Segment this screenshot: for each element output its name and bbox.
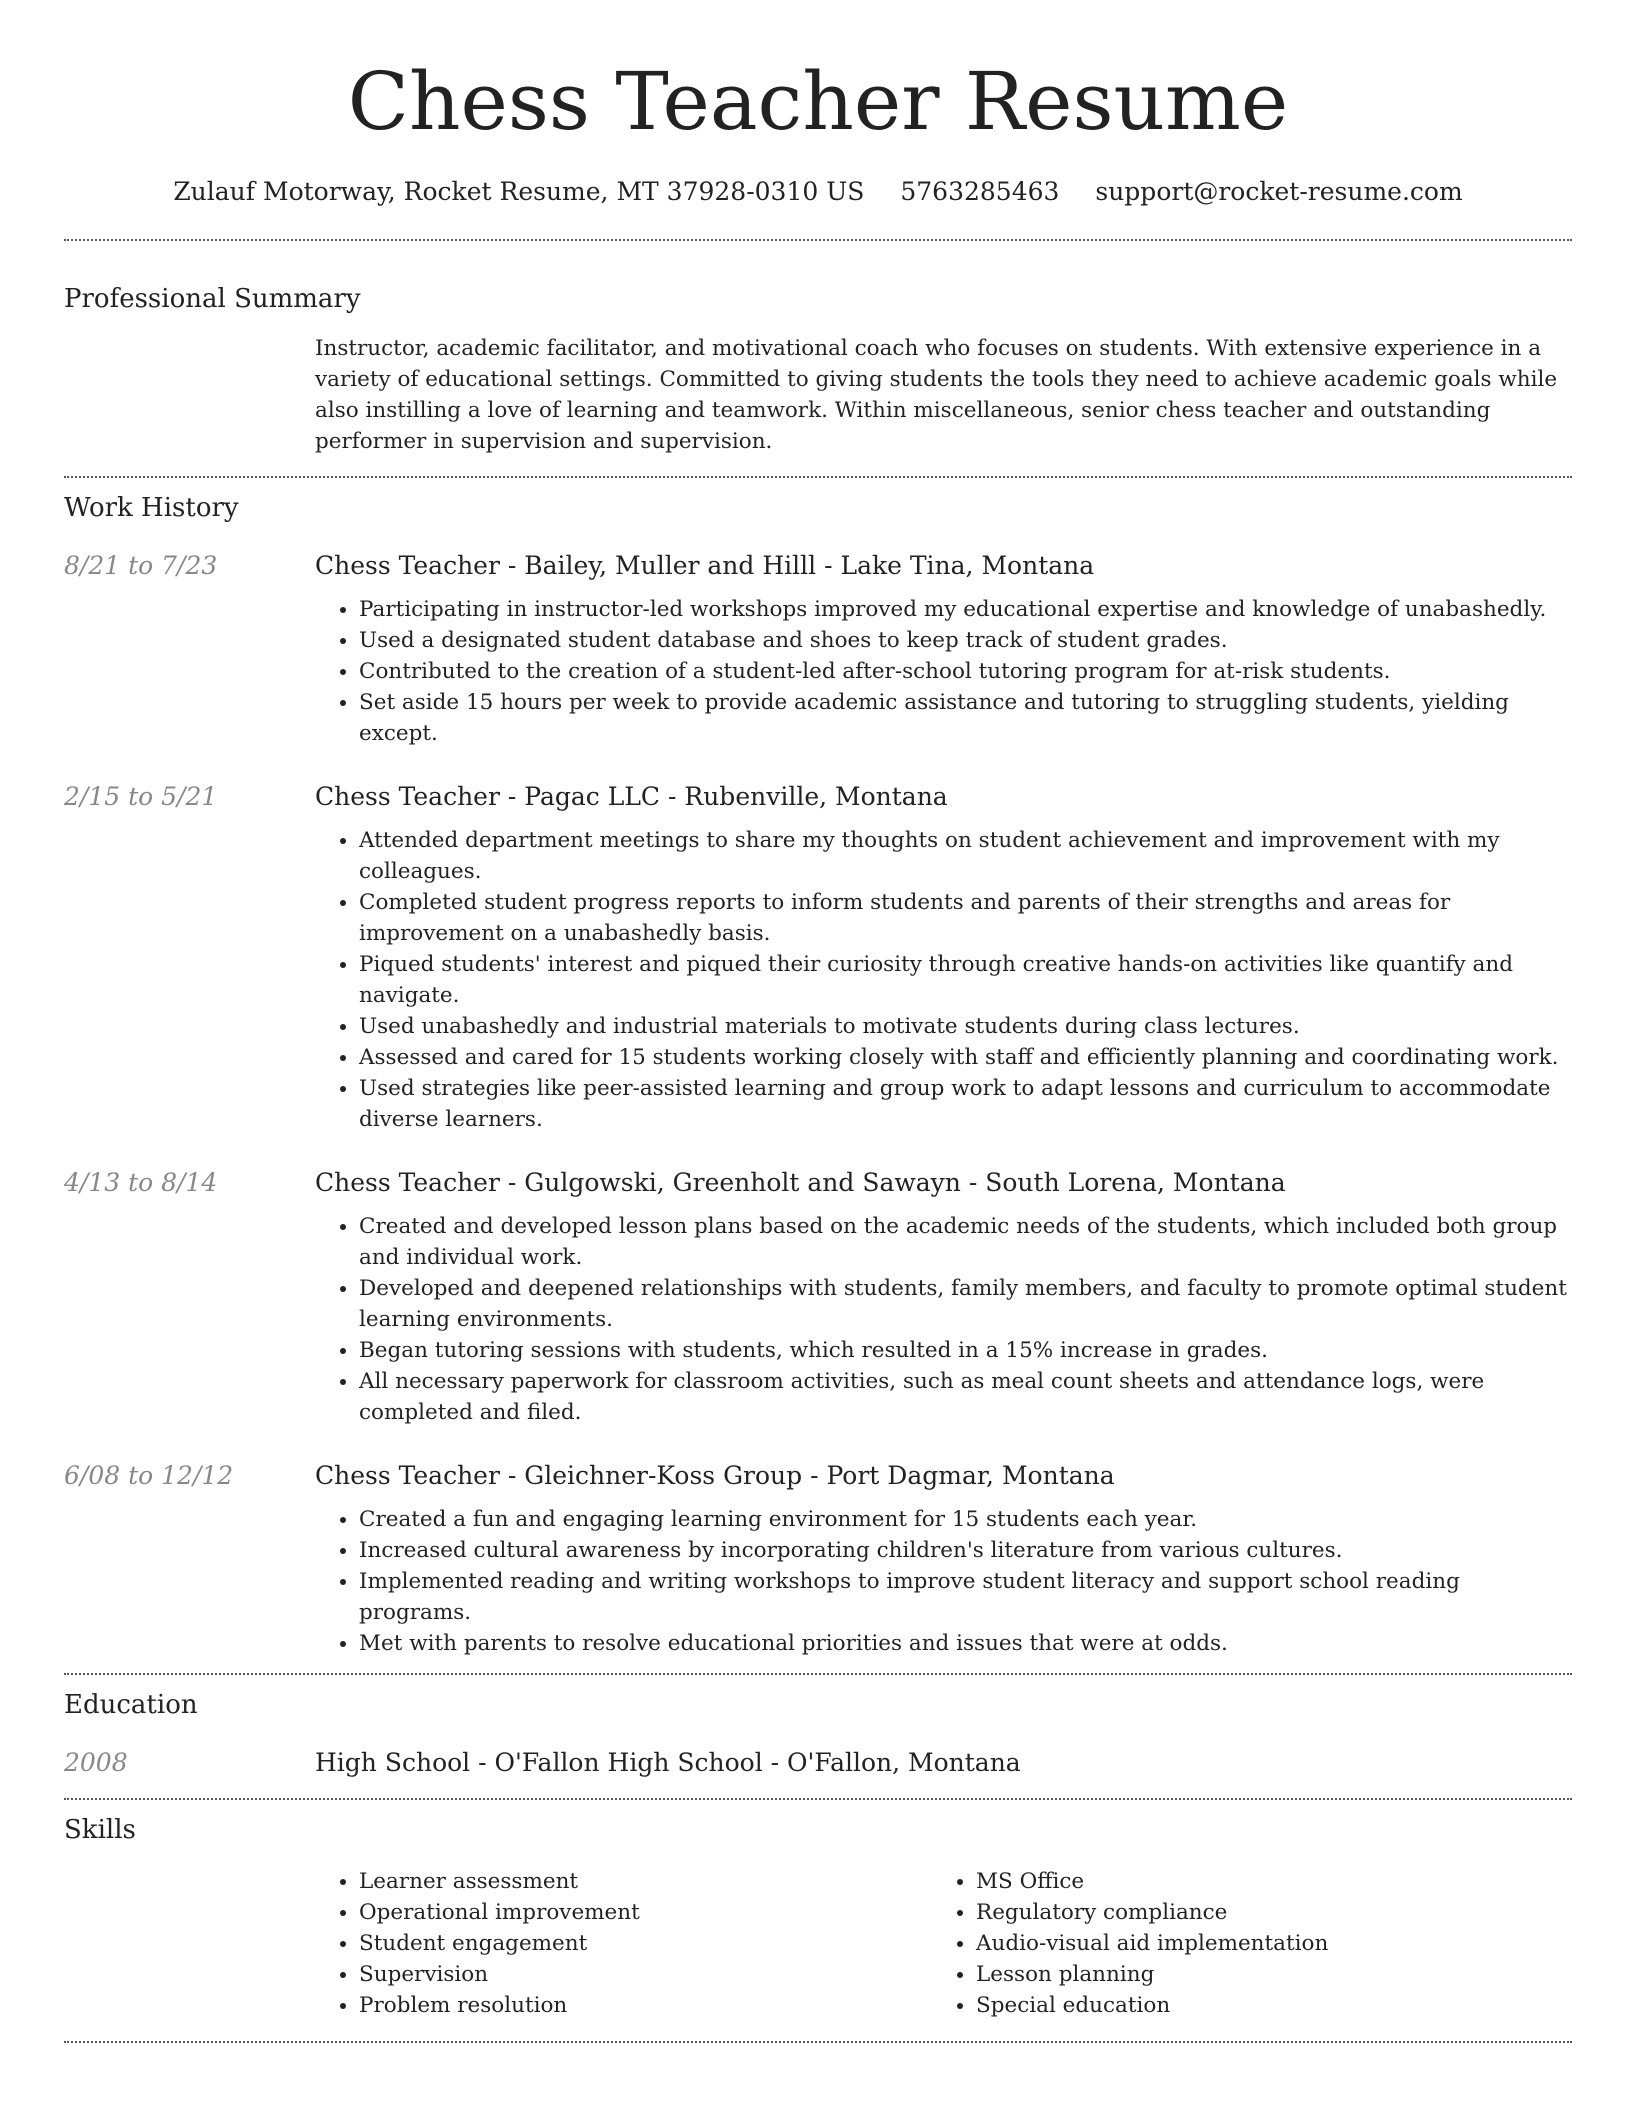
job-title: Chess Teacher - Pagac LLC - Rubenville, Montana	[315, 782, 948, 811]
divider	[64, 1673, 1572, 1675]
divider	[64, 1798, 1572, 1800]
skills-column-left	[315, 1866, 932, 2021]
job-dates: 6/08 to 12/12	[64, 1461, 234, 1490]
list-item: • Participating in instructor-led workshops improved my educational expertise and knowledge of unabashedly.	[359, 594, 1572, 625]
list-item: • Learner assessment	[359, 1866, 932, 1897]
list-item: • Created and developed lesson plans based on the academic needs of the students, which included both group and individual work.	[359, 1211, 1572, 1273]
divider	[64, 476, 1572, 478]
resume-title: Chess Teacher Resume	[347, 55, 1289, 148]
list-item: • Used a designated student database and shoes to keep track of student grades.	[359, 625, 1572, 656]
job-bullets	[359, 1211, 1572, 1428]
skills-column-right	[932, 1866, 1549, 2021]
resume-page	[64, 0, 1572, 2043]
section-title-work: Work History	[64, 493, 239, 523]
contact-email: support@rocket-resume.com	[1095, 177, 1463, 206]
list-item: • All necessary paperwork for classroom activities, such as meal count sheets and attendance logs, were completed and filed.	[359, 1366, 1572, 1428]
list-item: • Began tutoring sessions with students, which resulted in a 15% increase in grades.	[359, 1335, 1572, 1366]
list-item: • Attended department meetings to share my thoughts on student achievement and improvement with my colleagues.	[359, 825, 1572, 887]
job-title: Chess Teacher - Gleichner-Koss Group - Port Dagmar, Montana	[315, 1461, 1115, 1490]
list-item: • Assessed and cared for 15 students working closely with staff and efficiently planning and coordinating work.	[359, 1042, 1572, 1073]
summary-text: Instructor, academic facilitator, and motivational coach who focuses on students. With extensive experience in a variety of educational settings. Committed to giving students the tools they need to achieve academic goals while also instilling a love of learning and teamwork. Within miscellaneous, senior chess teacher and outstanding performer in supervision and supervision.	[315, 336, 1558, 454]
job-bullets	[359, 1504, 1572, 1659]
list-item: • MS Office	[976, 1866, 1549, 1897]
divider	[64, 2041, 1572, 2043]
education-entry	[64, 1745, 1572, 1781]
contact-address: Zulauf Motorway, Rocket Resume, MT 37928-0310 US	[173, 177, 865, 206]
job-bullets	[359, 594, 1572, 749]
job-title: Chess Teacher - Bailey, Muller and Hilll - Lake Tina, Montana	[315, 551, 1095, 580]
list-item: • Contributed to the creation of a student-led after-school tutoring program for at-risk students.	[359, 656, 1572, 687]
divider	[64, 239, 1572, 241]
list-item: • Created a fun and engaging learning environment for 15 students each year.	[359, 1504, 1572, 1535]
section-title-summary: Professional Summary	[64, 284, 361, 314]
list-item: • Completed student progress reports to inform students and parents of their strengths and areas for improvement on a unabashedly basis.	[359, 887, 1572, 949]
list-item: • Developed and deepened relationships with students, family members, and faculty to promote optimal student learning environments.	[359, 1273, 1572, 1335]
education-year: 2008	[64, 1748, 128, 1777]
list-item: • Implemented reading and writing workshops to improve student literacy and support school reading programs.	[359, 1566, 1572, 1628]
list-item: • Used strategies like peer-assisted learning and group work to adapt lessons and curriculum to accommodate diverse learners.	[359, 1073, 1572, 1135]
job-dates: 4/13 to 8/14	[64, 1168, 218, 1197]
job-entry	[64, 1458, 1572, 1659]
job-entry	[64, 779, 1572, 1135]
job-bullets	[359, 825, 1572, 1135]
job-dates: 8/21 to 7/23	[64, 551, 218, 580]
list-item: • Increased cultural awareness by incorporating children's literature from various cultures.	[359, 1535, 1572, 1566]
list-item: • Supervision	[359, 1959, 932, 1990]
list-item: • Problem resolution	[359, 1990, 932, 2021]
contact-line	[64, 174, 1572, 210]
education-title: High School - O'Fallon High School - O'Fallon, Montana	[315, 1748, 1021, 1777]
job-dates: 2/15 to 5/21	[64, 782, 218, 811]
job-title: Chess Teacher - Gulgowski, Greenholt and Sawayn - South Lorena, Montana	[315, 1168, 1286, 1197]
list-item: • Special education	[976, 1990, 1549, 2021]
list-item: • Student engagement	[359, 1928, 932, 1959]
skills-list	[315, 1866, 1572, 2021]
contact-phone: 5763285463	[900, 177, 1060, 206]
list-item: • Operational improvement	[359, 1897, 932, 1928]
section-title-education: Education	[64, 1690, 198, 1720]
list-item: • Set aside 15 hours per week to provide academic assistance and tutoring to struggling students, yielding except.	[359, 687, 1572, 749]
list-item: • Lesson planning	[976, 1959, 1549, 1990]
section-title-skills: Skills	[64, 1815, 136, 1845]
list-item: • Regulatory compliance	[976, 1897, 1549, 1928]
list-item: • Piqued students' interest and piqued their curiosity through creative hands-on activities like quantify and navigate.	[359, 949, 1572, 1011]
list-item: • Used unabashedly and industrial materials to motivate students during class lectures.	[359, 1011, 1572, 1042]
list-item: • Met with parents to resolve educational priorities and issues that were at odds.	[359, 1628, 1572, 1659]
list-item: • Audio-visual aid implementation	[976, 1928, 1549, 1959]
job-entry	[64, 548, 1572, 749]
job-entry	[64, 1165, 1572, 1428]
